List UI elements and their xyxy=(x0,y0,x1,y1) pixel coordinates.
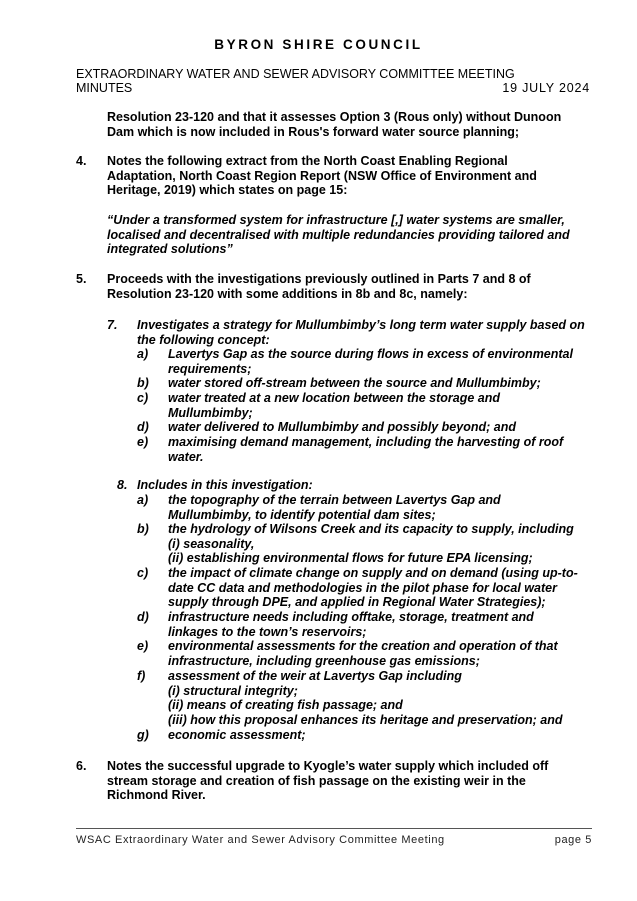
list-item-text xyxy=(168,610,534,639)
list-item-line: (iii) how this proposal enhances its heritage and preservation; and xyxy=(168,713,563,728)
page-number: page 5 xyxy=(554,834,592,846)
list-item-text: water stored off-stream between the source and Mullumbimby; xyxy=(168,376,541,390)
list-label: b) xyxy=(137,522,149,536)
meeting-date: 19 JULY 2024 xyxy=(502,81,590,95)
footer-title: WSAC Extraordinary Water and Sewer Advisory Committee Meeting xyxy=(76,834,445,846)
page-footer xyxy=(76,834,592,846)
list-item-line: (i) seasonality, xyxy=(168,536,255,551)
list-item-text xyxy=(168,493,501,522)
continuation-paragraph: Resolution 23-120 and that it assesses Option 3 (Rous only) without Dunoon Dam which is now included in Rous's forward water source planning; xyxy=(107,110,562,139)
list-item-line: environmental assessments for the creation and operation of that xyxy=(168,639,558,653)
list-label: c) xyxy=(137,391,149,405)
list-item-line: Mullumbimby, to identify potential dam sites; xyxy=(168,507,436,522)
list-item-text: maximising demand management, including the harvesting of roof water. xyxy=(168,435,564,464)
list-item-line: the hydrology of Wilsons Creek and its capacity to supply, including xyxy=(168,522,574,536)
list-item-text xyxy=(168,566,578,610)
list-item-text xyxy=(168,522,574,566)
quote-text: “Under a transformed system for infrastructure [,] water systems are smaller, localised and decentralised with multiple redundancies providing tailored and integrated solutions” xyxy=(107,213,570,257)
list-item-text: Lavertys Gap as the source during flows in excess of environmental requirements; xyxy=(168,347,573,376)
list-item-line: linkages to the town’s reservoirs; xyxy=(168,624,367,639)
list-item-line: the topography of the terrain between Lavertys Gap and xyxy=(168,493,501,507)
council-name: BYRON SHIRE COUNCIL xyxy=(214,37,423,52)
list-item-text xyxy=(168,669,563,728)
list-item-text xyxy=(168,639,558,668)
list-label: f) xyxy=(137,669,146,683)
list-label: a) xyxy=(137,493,149,507)
item-number: 4. xyxy=(76,154,87,168)
list-label: a) xyxy=(137,347,149,361)
list-item-line: infrastructure needs including offtake, storage, treatment and xyxy=(168,610,534,624)
list-item-line: assessment of the weir at Lavertys Gap including xyxy=(168,669,462,683)
list-item-text: water delivered to Mullumbimby and possibly beyond; and xyxy=(168,420,516,434)
list-label: b) xyxy=(137,376,149,390)
list-item-line: (ii) establishing environmental flows for future EPA licensing; xyxy=(168,551,533,566)
part-text: Investigates a strategy for Mullumbimby’s long term water supply based on the following concept: xyxy=(137,318,585,347)
list-item-text xyxy=(168,728,306,743)
part-number: 8. xyxy=(117,478,128,492)
footer-divider xyxy=(76,828,592,829)
list-label: d) xyxy=(137,610,149,624)
item-text: Notes the following extract from the North Coast Enabling Regional Adaptation, North Coast Region Report (NSW Office of Environment and Heritage, 2019) which states on page 15: xyxy=(107,154,537,198)
list-label: d) xyxy=(137,420,149,434)
part-number: 7. xyxy=(107,318,118,332)
list-item-text: water treated at a new location between the storage and Mullumbimby; xyxy=(168,391,501,420)
list-label: e) xyxy=(137,435,149,449)
minutes-label: MINUTES xyxy=(76,81,133,95)
meeting-title: EXTRAORDINARY WATER AND SEWER ADVISORY COMMITTEE MEETING xyxy=(76,67,515,81)
list-item-line: infrastructure, including greenhouse gas emissions; xyxy=(168,653,480,668)
list-label: g) xyxy=(137,728,149,742)
item-text: Notes the successful upgrade to Kyogle’s water supply which included off stream storage and creation of fish passage on the existing weir in the Richmond River. xyxy=(107,759,549,803)
item-number: 5. xyxy=(76,272,87,286)
list-item-line: economic assessment; xyxy=(168,728,306,742)
list-item-line: (i) structural integrity; xyxy=(168,683,298,698)
part-text: Includes in this investigation: xyxy=(137,478,313,492)
item-number: 6. xyxy=(76,759,87,773)
list-item-line: date CC data and methodologies in the pilot phase for local water xyxy=(168,580,557,595)
item-text: Proceeds with the investigations previously outlined in Parts 7 and 8 of Resolution 23-120 with some additions in 8b and 8c, namely: xyxy=(107,272,531,301)
list-item-line: supply through DPE, and applied in Regional Water Strategies); xyxy=(168,595,546,610)
list-item-line: the impact of climate change on supply and on demand (using up-to- xyxy=(168,566,578,580)
meeting-subtitle-row xyxy=(76,81,590,95)
list-label: e) xyxy=(137,639,149,653)
list-label: c) xyxy=(137,566,149,580)
list-item-line: (ii) means of creating fish passage; and xyxy=(168,698,403,713)
